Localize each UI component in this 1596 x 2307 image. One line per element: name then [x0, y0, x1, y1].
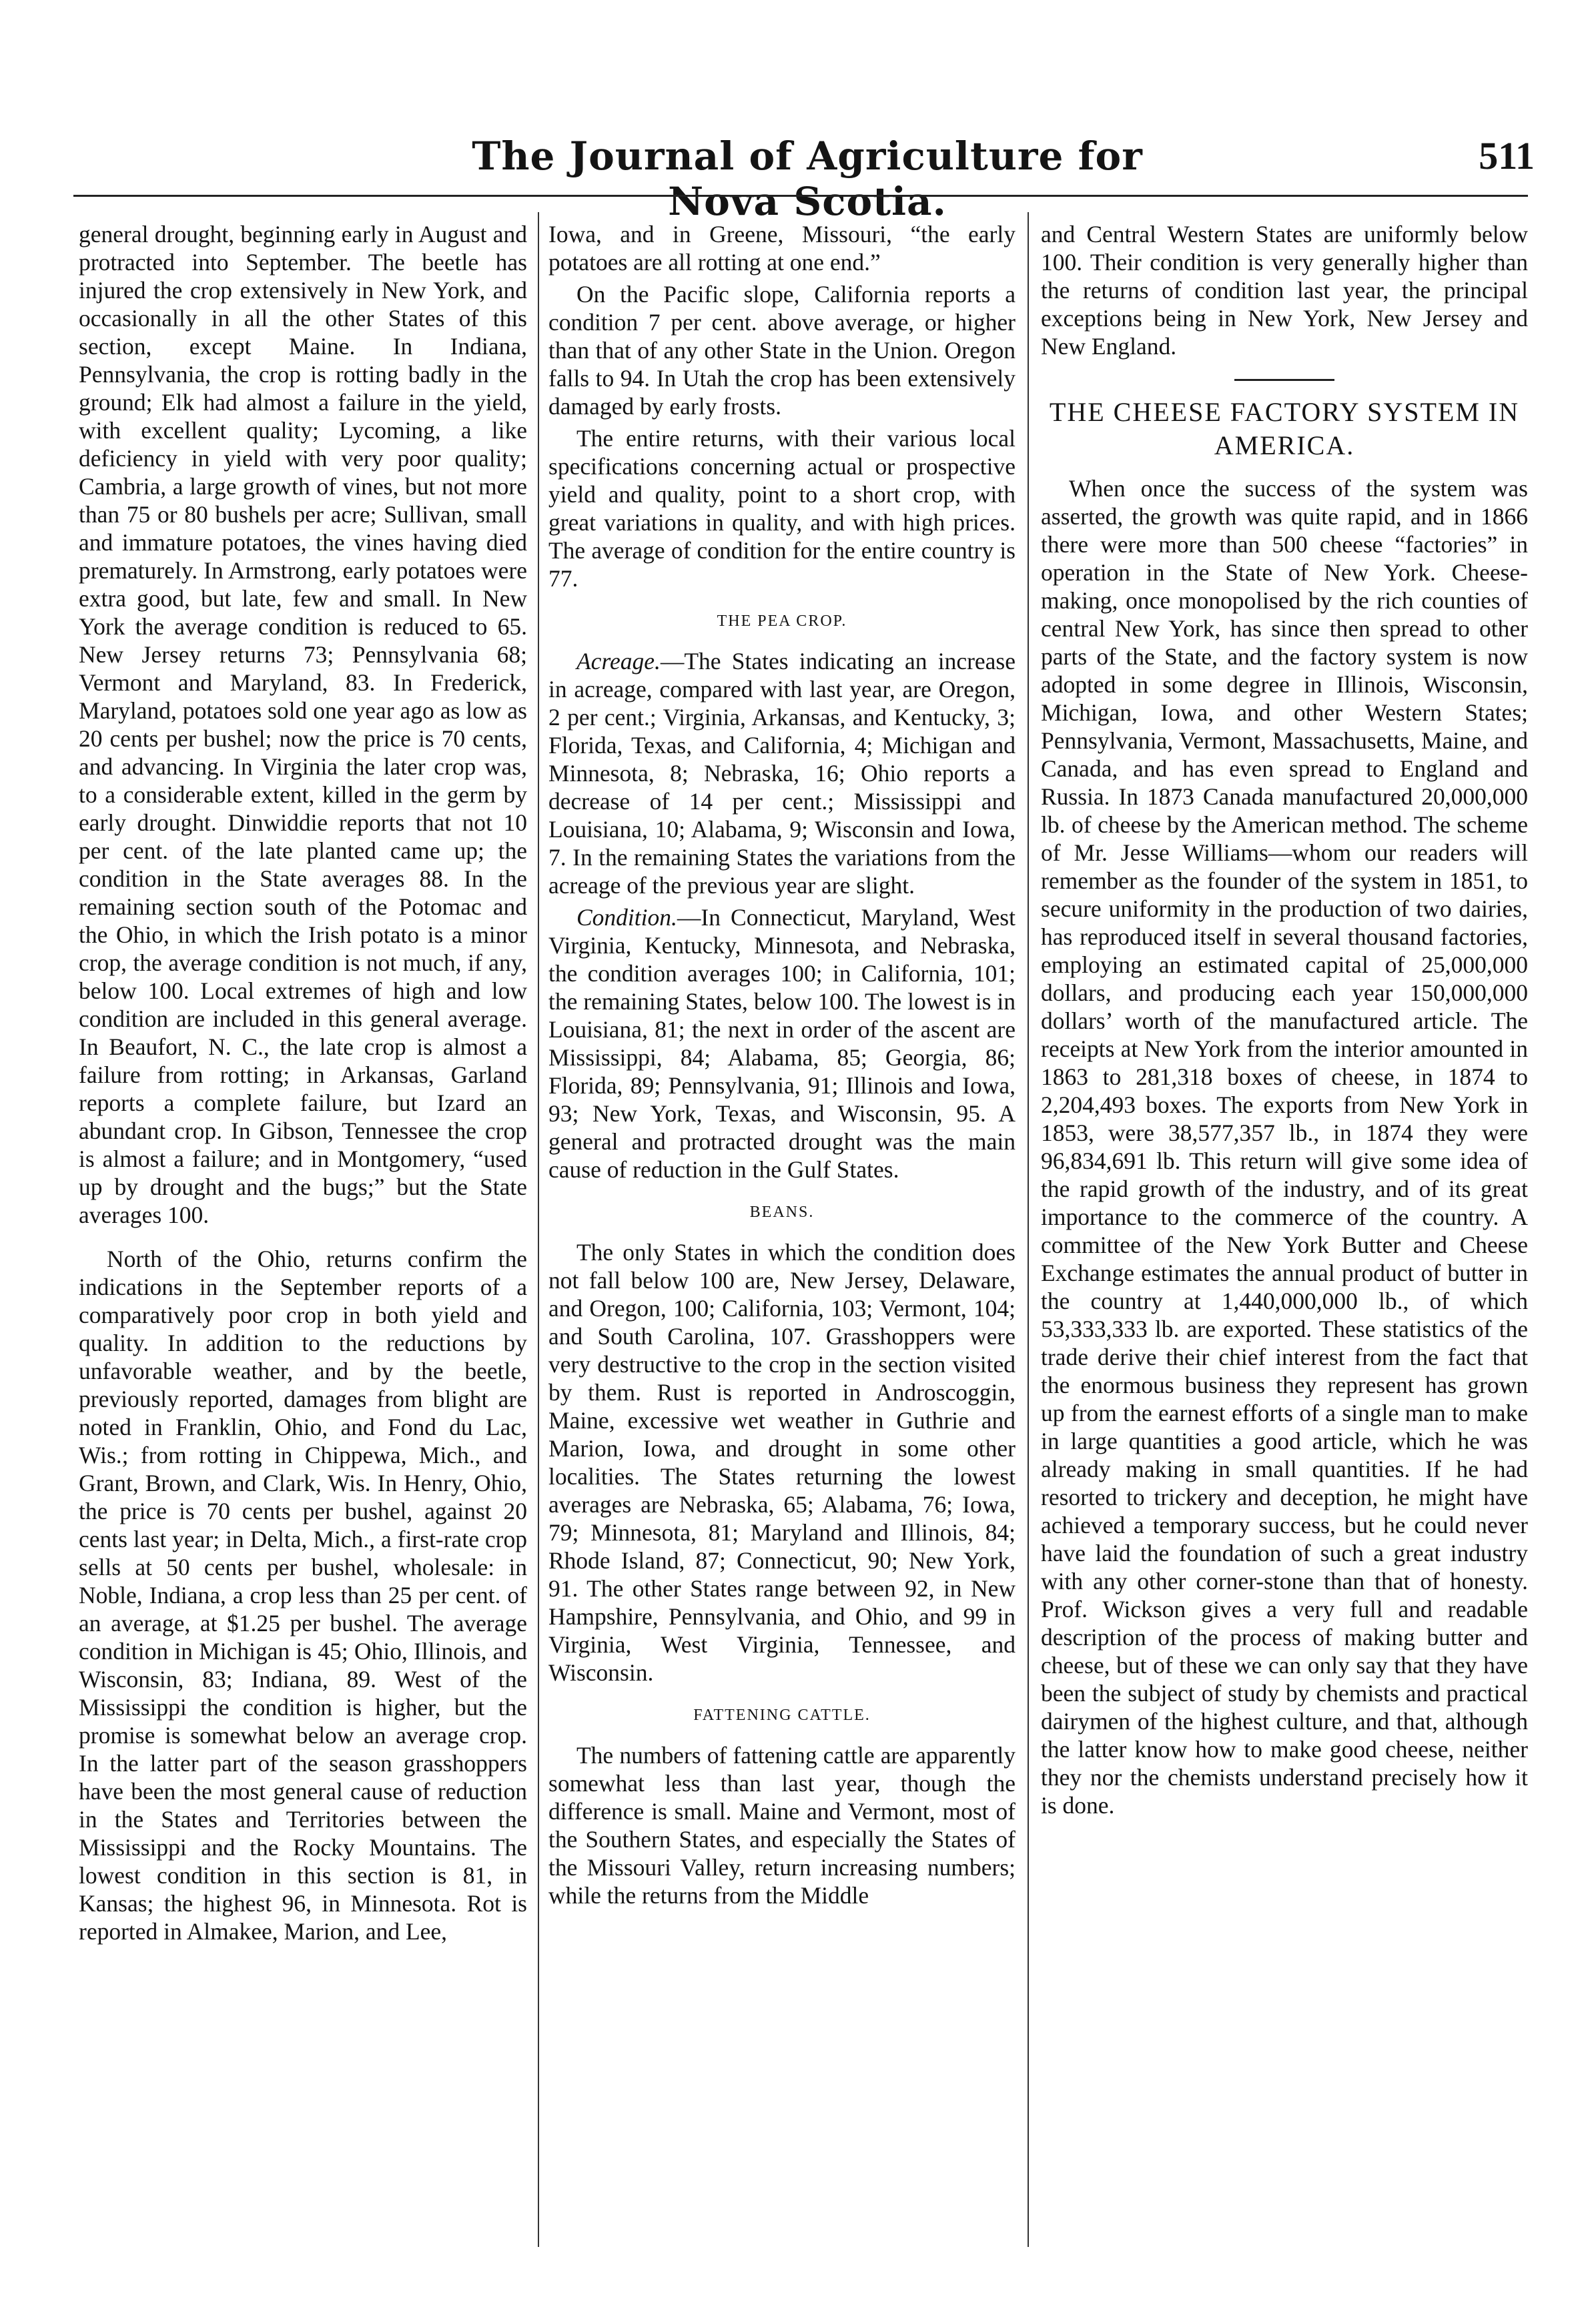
column-divider-2	[1028, 212, 1029, 2247]
col3-paragraph-1: and Central Western States are uniformly below 100. Their condition is very generally higher than the returns of condition last year, the principal exceptions being in New York, New Jersey and New England.	[1041, 221, 1528, 360]
condition-text: —In Connecticut, Maryland, West Virginia, Kentucky, Minnesota, and Nebraska, the condition averages 100; in California, 101; the remaining States, below 100. The lowest is in Louisiana, 81; the next in order of the ascent are Mississippi, 84; Alabama, 85; Georgia, 86; Florida, 89; Pennsylvania, 91; Illinois and Iowa, 93; New York, Texas, and Wisconsin, 95. A general and protracted drought was the main cause of reduction in the Gulf States.	[548, 904, 1016, 1183]
condition-paragraph	[548, 903, 1016, 1184]
col2-paragraph-2: On the Pacific slope, California reports a condition 7 per cent. above average, or higher than that of any other State in the Union. Oregon falls to 94. In Utah the crop has been extensively damaged by early frosts.	[548, 281, 1016, 420]
cattle-paragraph: The numbers of fattening cattle are apparently somewhat less than last year, though the difference is small. Maine and Vermont, most of the Southern States, and especially the States of the Missouri Valley, return increasing numbers; while the returns from the Middle	[548, 1742, 1016, 1909]
beans-paragraph: The only States in which the condition does not fall below 100 are, New Jersey, Delaware, and Oregon, 100; California, 103; Vermont, 104; and South Carolina, 107. Grasshoppers were very destructive to the crop in the section visited by them. Rust is reported in Androscoggin, Maine, excessive wet weather in Guthrie and Marion, Iowa, and drought in some other localities. The States returning the lowest averages are Nebraska, 65; Alabama, 76; Iowa, 79; Minnesota, 81; Maryland and Illinois, 84; Rhode Island, 87; Connecticut, 90; New York, 91. The other States range between 92, in New Hampshire, Pennsylvania, and Ohio, and 99 in Virginia, West Virginia, Tennessee, and Wisconsin.	[548, 1239, 1016, 1686]
section-divider	[1234, 379, 1334, 381]
acreage-text: —The States indicating an increase in acreage, compared with last year, are Oregon, 2 per cent.; Virginia, Arkansas, and Kentucky, 3; Florida, Texas, and California, 4; Michigan and Minnesota, 8; Nebraska, 16; Ohio reports a decrease of 14 per cent.; Mississippi and Louisiana, 10; Alabama, 9; Wisconsin and Iowa, 7. In the remaining States the variations from the acreage of the previous year are slight.	[548, 648, 1016, 899]
acreage-paragraph	[548, 647, 1016, 899]
pea-crop-heading: THE PEA CROP.	[717, 612, 847, 630]
col3-paragraph-2: When once the success of the system was asserted, the growth was quite rapid, and in 1866 there were more than 500 cheese “factories” in operation in the State of New York. Cheese-making, once monopolised by the rich counties of central New York, has since then spread to other parts of the State, and the factory system is now adopted in some degree in Illinois, Wisconsin, Michigan, Iowa, and other Western States; Pennsylvania, Vermont, Massachusetts, Maine, and Canada, and has even spread to England and Russia. In 1873 Canada manufactured 20,000,000 lb. of cheese by the American method. The scheme of Mr. Jesse Williams—whom our readers will remember as the founder of the system in 1851, to secure uniformity in the production of two dairies, has reproduced itself in several thousand factories, employing an estimated capital of 25,000,000 dollars, and producing each year 150,000,000 dollars’ worth of the manufactured article. The receipts at New York from the interior amounted in 1863 to 281,318 boxes of cheese, in 1874 to 2,204,493 boxes. The exports from New York in 1853, were 38,577,357 lb., in 1874 they were 96,834,691 lb. This return will give some idea of the rapid growth of the industry, and of its great importance to the commerce of the country. A committee of the New York Butter and Cheese Exchange estimates the annual product of butter in the country at 1,440,000,000 lb., of which 53,333,333 lb. are exported. These statistics of the trade derive their chief interest from the fact that the enormous business they represent has grown up from the earnest efforts of a single man to make in large quantities a good article, which he was already making in small quantities. If he had resorted to trickery and deception, he might have achieved a temporary success, but he could never have laid the foundation of such a great industry with any other corner-stone than that of honesty. Prof. Wickson gives a very full and readable description of the process of making butter and cheese, but of these we can only say that they have been the subject of study by chemists and practical dairymen of the highest culture, and that, although the latter know how to make good cheese, neither they nor the chemists understand precisely how it is done.	[1041, 475, 1528, 1819]
beans-heading: BEANS.	[749, 1204, 815, 1221]
running-header-title: The Journal of Agriculture for Nova Scotia.	[472, 133, 1143, 224]
condition-label: Condition.	[576, 904, 677, 931]
col1-paragraph-2: North of the Ohio, returns confirm the indications in the September reports of a comparatively poor crop in both yield and quality. In addition to the reductions by unfavorable weather, and by the beetle, previously reported, damages from blight are noted in Franklin, Ohio, and Fond du Lac, Wis.; from rotting in Chippewa, Mich., and Grant, Brown, and Clark, Wis. In Henry, Ohio, the price is 70 cents per bushel, against 20 cents last year; in Delta, Mich., a first-rate crop sells at 50 cents per bushel, wholesale: in Noble, Indiana, a crop less than 25 per cent. of an average, at $1.25 per bushel. The average condition in Michigan is 45; Ohio, Illinois, and Wisconsin, 83; Indiana, 89. West of the Mississippi the condition is higher, but the promise is somewhat below an average crop. In the latter part of the season grasshoppers have been the most general cause of reduction in the States and Territories between the Mississippi and the Rocky Mountains. The lowest condition in this section is 81, in Kansas; the highest 96, in Minnesota. Rot is reported in Almakee, Marion, and Lee,	[79, 1246, 527, 1945]
column-2	[548, 220, 1016, 1909]
col2-paragraph-1: Iowa, and in Greene, Missouri, “the early potatoes are all rotting at one end.”	[548, 221, 1016, 276]
col2-paragraph-3: The entire returns, with their various local specifications concerning actual or prospective yield and quality, point to a short crop, with great variations in quality, and with high prices. The average of condition for the entire country is 77.	[548, 425, 1016, 592]
fattening-cattle-heading: FATTENING CATTLE.	[693, 1707, 871, 1724]
cheese-factory-title: THE CHEESE FACTORY SYSTEM IN AMERICA.	[1049, 397, 1520, 460]
column-3	[1041, 220, 1528, 1819]
column-divider-1	[538, 212, 539, 2247]
header-rule	[73, 195, 1528, 197]
column-1	[79, 220, 527, 1945]
acreage-label: Acreage.	[576, 648, 661, 674]
page-number: 511	[1479, 134, 1535, 177]
col1-paragraph-1: general drought, beginning early in August and protracted into September. The beetle has injured the crop extensively in New York, and occasionally in all the other States of this section, except Maine. In Indiana, Pennsylvania, the crop is rotting badly in the ground; Elk had almost a failure in the yield, with excellent quality; Lycoming, a like deficiency in yield with very poor quality; Cambria, a large growth of vines, but not more than 75 or 80 bushels per acre; Sullivan, small and immature potatoes, the vines having died prematurely. In Armstrong, early potatoes were extra good, but late, few and small. In New York the average condition is reduced to 65. New Jersey returns 73; Pennsylvania 68; Vermont and Maryland, 83. In Frederick, Maryland, potatoes sold one year ago as low as 20 cents per bushel; now the price is 70 cents, and advancing. In Virginia the later crop was, to a considerable extent, killed in the germ by early drought. Dinwiddie reports that not 10 per cent. of the late planted came up; the condition in the State averages 88. In the remaining section south of the Potomac and the Ohio, in which the Irish potato is a minor crop, the average condition is not much, if any, below 100. Local extremes of high and low condition are included in this general average. In Beaufort, N. C., the late crop is almost a failure from rotting; in Arkansas, Garland reports a complete failure, but Izard an abundant crop. In Gibson, Tennessee the crop is almost a failure; and in Montgomery, “used up by drought and the bugs;” but the State averages 100.	[79, 221, 527, 1228]
